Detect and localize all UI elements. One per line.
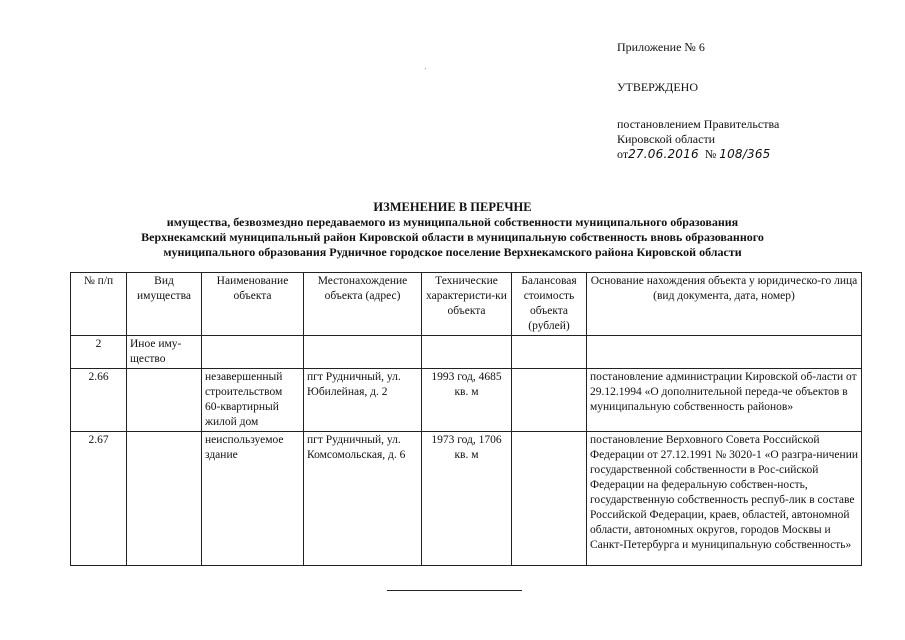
cell-number: 2.67 — [71, 432, 127, 566]
title-main: ИЗМЕНЕНИЕ В ПЕРЕЧНЕ — [373, 200, 532, 214]
cell-type — [127, 432, 202, 566]
col-header-value: Балансовая стоимость объекта (рублей) — [512, 273, 587, 336]
cell-number: 2.66 — [71, 369, 127, 432]
property-list-table — [70, 272, 862, 566]
table-row — [71, 432, 862, 566]
appendix-label: Приложение № 6 — [617, 40, 705, 54]
table-row — [71, 369, 862, 432]
cell-basis: постановление администрации Кировской об-ласти от 29.12.1994 «О дополнительной переда-че объектов в муниципальную собственность районов» — [587, 369, 862, 432]
table-header-row — [71, 273, 862, 336]
date-prefix: от — [617, 147, 629, 161]
title-line-3: муниципального образования Рудничное городское поселение Верхнекамского района Кировской области — [163, 245, 742, 259]
cell-value — [512, 369, 587, 432]
title-line-2: Верхнекамский муниципальный район Кировской области в муниципальную собственность вновь образованного — [141, 230, 764, 244]
cell-specs: 1973 год, 1706 кв. м — [422, 432, 512, 566]
cell-address — [304, 336, 422, 369]
decree-date-number — [617, 147, 779, 162]
cell-type: Иное иму-щество — [127, 336, 202, 369]
title-line-1: имущества, безвозмездно передаваемого из муниципальной собственности муниципального образования — [166, 215, 739, 229]
cell-value — [512, 432, 587, 566]
cell-number: 2 — [71, 336, 127, 369]
table-row — [71, 336, 862, 369]
cell-name: незавершенный строительством 60-квартирный жилой дом — [202, 369, 304, 432]
footer-divider — [387, 590, 522, 591]
col-header-address: Местонахождение объекта (адрес) — [304, 273, 422, 336]
number-prefix: № — [704, 147, 717, 161]
decree-reference — [617, 117, 779, 162]
col-header-name: Наименование объекта — [202, 273, 304, 336]
cell-specs — [422, 336, 512, 369]
decree-line-2: Кировской области — [617, 132, 716, 146]
decree-number: 108/365 — [719, 147, 771, 161]
document-title — [0, 200, 905, 260]
approved-label: УТВЕРЖДЕНО — [617, 80, 699, 94]
col-header-type: Вид имущества — [127, 273, 202, 336]
cell-name — [202, 336, 304, 369]
cell-basis: постановление Верховного Совета Российской Федерации от 27.12.1991 № 3020-1 «О разгра-ничении государственной собственности в Рос-сийской Федерации на федеральную собствен-ность, государственную собственность респуб-лик в составе Российской Федерации, краев, областей, автономной области, автономных округов, городов Москвы и Санкт-Петербурга и муниципальную собственность» — [587, 432, 862, 566]
cell-basis — [587, 336, 862, 369]
col-header-basis: Основание нахождения объекта у юридическо-го лица (вид документа, дата, номер) — [587, 273, 862, 336]
decree-date: 27.06.2016 — [628, 147, 699, 161]
decree-line-1: постановлением Правительства — [617, 117, 780, 131]
cell-name: неиспользуемое здание — [202, 432, 304, 566]
col-header-specs: Технические характеристи-ки объекта — [422, 273, 512, 336]
cell-value — [512, 336, 587, 369]
scan-speck — [425, 68, 426, 69]
cell-address: пгт Рудничный, ул. Юбилейная, д. 2 — [304, 369, 422, 432]
cell-type — [127, 369, 202, 432]
cell-specs: 1993 год, 4685 кв. м — [422, 369, 512, 432]
col-header-number: № п/п — [71, 273, 127, 336]
cell-address: пгт Рудничный, ул. Комсомольская, д. 6 — [304, 432, 422, 566]
